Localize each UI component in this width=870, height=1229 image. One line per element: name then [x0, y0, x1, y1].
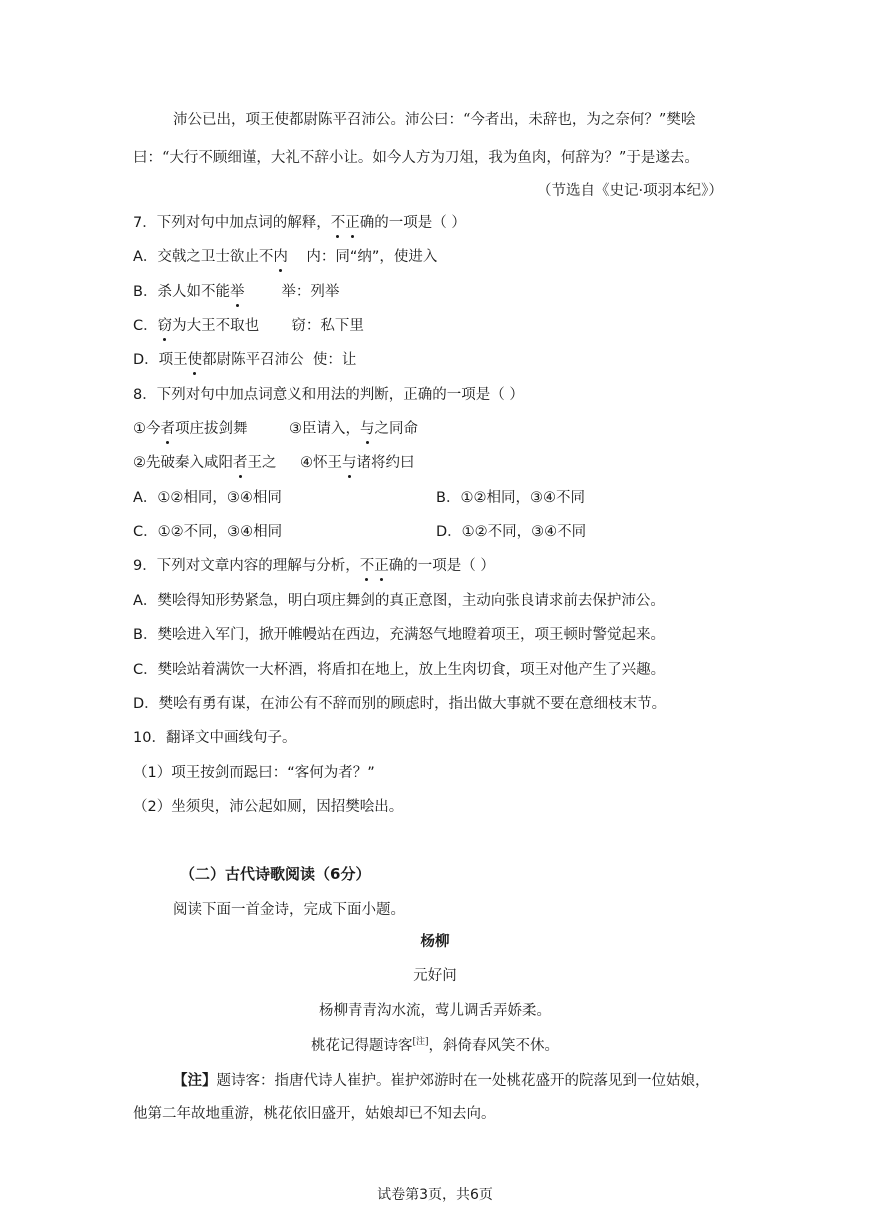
q9-option-d: D．樊哙有勇有谋，在沛公有不辞而别的顾虑时，指出做大事就不要在意细枝末节。	[133, 696, 667, 712]
passage-line-2: 曰：“大行不顾细谨，大礼不辞小让。如今人方为刀俎，我为鱼肉，何辞为？”于是遂去。	[133, 150, 699, 166]
q10-sentence-2: （2）坐须臾，沛公起如厕，因招樊哙出。	[133, 799, 404, 815]
q10-sentence-1: （1）项王按剑而跽曰：“客何为者？”	[133, 765, 375, 781]
poem-author: 元好问	[413, 968, 457, 984]
q8-sentence-3: ③臣请入，与之同命	[289, 421, 418, 437]
q7-option-d: D．项王使都尉陈平召沛公 使：让	[133, 352, 357, 368]
q9-option-b: B．樊哙进入军门，掀开帷幔站在西边，充满怒气地瞪着项王，项王顿时警觉起来。	[133, 627, 665, 643]
poem-line-2: 桃花记得题诗客[注]，斜倚春风笑不休。	[310, 1037, 560, 1054]
q8-stem: 8．下列对句中加点词意义和用法的判断，正确的一项是（ ）	[133, 387, 524, 403]
q8-sentence-2: ②先破秦入咸阳者王之	[133, 455, 277, 471]
passage-line-1: 沛公已出，项王使都尉陈平召沛公。沛公曰：“今者出，未辞也，为之奈何？”樊哙	[173, 112, 696, 128]
q8-option-b: B．①②相同，③④不同	[436, 490, 585, 506]
q9-stem: 9．下列对文章内容的理解与分析，不正确的一项是（ ）	[133, 558, 495, 574]
q8-option-a: A．①②相同，③④相同	[133, 490, 282, 506]
section-heading: （二）古代诗歌阅读（6分）	[180, 865, 371, 883]
q10-stem: 10．翻译文中画线句子。	[133, 730, 297, 746]
poem-line-1: 杨柳青青沟水流，莺儿调舌弄娇柔。	[319, 1003, 551, 1019]
q8-option-d: D．①②不同，③④不同	[436, 524, 587, 540]
q7-option-c: C．窃为大王不取也 窃：私下里	[133, 318, 364, 334]
page-footer: 试卷第3页，共6页	[377, 1187, 493, 1203]
q9-option-a: A．樊哙得知形势紧急，明白项庄舞剑的真正意图，主动向张良请求前去保护沛公。	[133, 593, 665, 609]
passage-source: （节选自《史记·项羽本纪》）	[537, 183, 723, 199]
note-line-1: 【注】题诗客：指唐代诗人崔护。崔护郊游时在一处桃花盛开的院落见到一位姑娘，	[173, 1073, 710, 1089]
q7-option-b: B．杀人如不能举 举：列举	[133, 284, 340, 300]
q8-option-c: C．①②不同，③④相同	[133, 524, 283, 540]
note-line-2: 他第二年故地重游，桃花依旧盛开，姑娘却已不知去向。	[133, 1106, 496, 1122]
poem-title: 杨柳	[420, 933, 450, 950]
q7-option-a: A．交戟之卫士欲止不内 内：同“纳”，使进入	[133, 249, 438, 265]
section-instruction: 阅读下面一首金诗，完成下面小题。	[173, 902, 405, 918]
q8-sentence-1: ①今者项庄拔剑舞	[133, 421, 248, 437]
q9-option-c: C．樊哙站着满饮一大杯酒，将盾扣在地上，放上生肉切食，项王对他产生了兴趣。	[133, 662, 666, 678]
q7-stem: 7．下列对句中加点词的解释，不正确的一项是（ ）	[133, 215, 466, 231]
note-marker: [注]	[412, 1037, 429, 1048]
q8-sentence-4: ④怀王与诸将约曰	[300, 455, 415, 471]
